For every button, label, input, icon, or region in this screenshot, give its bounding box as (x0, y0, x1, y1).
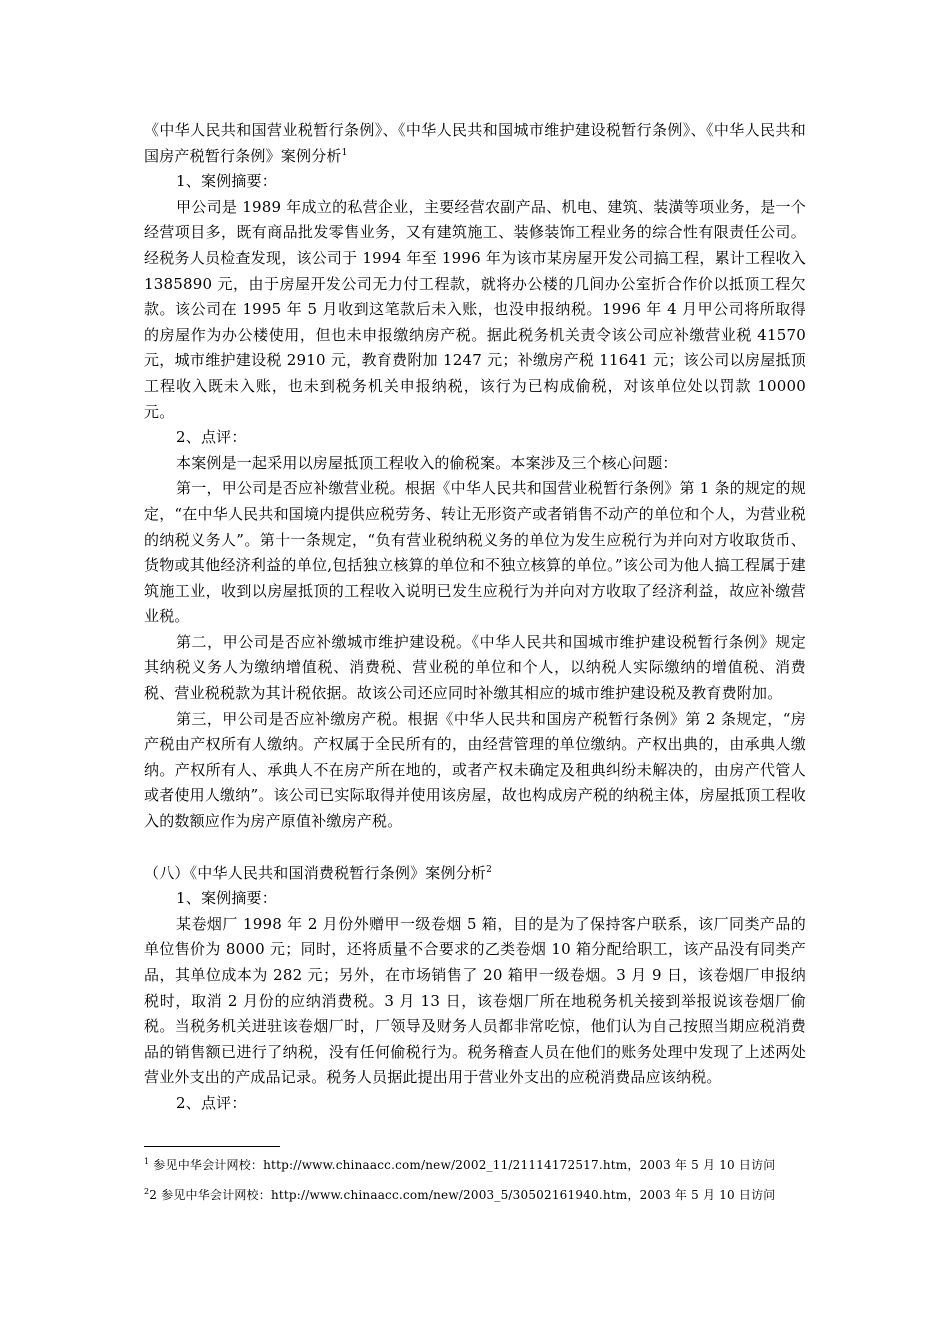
section7-summary: 甲公司是 1989 年成立的私营企业，主要经营农副产品、机电、建筑、装潢等项业务，是一个经营项目多，既有商品批发零售业务，又有建筑施工、装修装饰工程业务的综合性有限责任公司。经税务人员检查发现，该公司于 1994 年至 1996 年为该市某房屋开发公司搞工程，累计工程收入 1385890 元，由于房屋开发公司无力付工程款，就将办公楼的几间办公室折合作价以抵顶工程欠款。该公司在 1995 年 5 月收到这笔款后未入账，也没申报纳税。1996 年 4 月甲公司将所取得的房屋作为办公楼使用，但也未申报缴纳房产税。据此税务机关责令该公司应补缴营业税 41570 元，城市维护建设税 2910 元，教育费附加 1247 元；补缴房产税 11641 元；该公司以房屋抵顶工程收入既未入账，也未到税务机关申报纳税，该行为已构成偷税，对该单位处以罚款 10000 元。 (144, 197, 806, 421)
footnote-1 (144, 1157, 806, 1173)
footnote-separator (144, 1146, 280, 1147)
section7-summary-heading: 1、案例摘要： (176, 172, 277, 191)
footnote-1-text: 参见中华会计网校：http://www.chinaacc.com/new/2002_11/21114172517.htm，2003 年 5 月 10 日访问 (149, 1158, 776, 1172)
section7-point-1: 第一，甲公司是否应补缴营业税。根据《中华人民共和国营业税暂行条例》第 1 条的规定的规定，“在中华人民共和国境内提供应税劳务、转让无形资产或者销售不动产的单位和个人，为营业税的纳税义务人”。第十一条规定，“负有营业税纳税义务的单位为发生应税行为并向对方收取货币、货物或其他经济利益的单位,包括独立核算的单位和不独立核算的单位。”该公司为他人搞工程属于建筑施工业，收到以房屋抵顶的工程收入说明已发生应税行为并向对方收取了经济利益，故应补缴营业税。 (144, 479, 806, 626)
section7-title (144, 118, 806, 169)
footnote-2-text: 2 参见中华会计网校：http://www.chinaacc.com/new/2003_5/30502161940.htm，2003 年 5 月 10 日访问 (149, 1188, 776, 1202)
section8-summary-heading: 1、案例摘要： (176, 889, 277, 908)
section7-point-3: 第三，甲公司是否应补缴房产税。根据《中华人民共和国房产税暂行条例》第 2 条规定，“房产税由产权所有人缴纳。产权属于全民所有的，由经营管理的单位缴纳。产权出典的，由承典人缴纳。产权所有人、承典人不在房产所在地的，或者产权未确定及租典纠纷未解决的，由房产代管人或者使用人缴纳”。该公司已实际取得并使用该房屋，故也构成房产税的纳税主体，房屋抵顶工程收入的数额应作为房产原值补缴房产税。 (144, 709, 806, 831)
section7-comment-heading: 2、点评： (176, 428, 247, 447)
section8-summary: 某卷烟厂 1998 年 2 月份外赠甲一级卷烟 5 箱，目的是为了保持客户联系，该厂同类产品的单位售价为 8000 元；同时，还将质量不合要求的乙类卷烟 10 箱分配给职工，该产品没有同类产品，其单位成本为 282 元；另外，在市场销售了 20 箱甲一级卷烟。3 月 9 日，该卷烟厂申报纳税时，取消 2 月份的应纳消费税。3 月 13 日，该卷烟厂所在地税务机关接到举报说该卷烟厂偷税。当税务机关进驻该卷烟厂时，厂领导及财务人员都非常吃惊，他们认为自己按照当期应税消费品的销售额已进行了纳税，没有任何偷税行为。税务稽查人员在他们的账务处理中发现了上述两处营业外支出的产成品记录。税务人员据此提出用于营业外支出的应税消费品应该纳税。 (144, 914, 806, 1087)
footnote-ref-2[interactable]: 2 (486, 864, 493, 875)
section-gap (144, 835, 806, 861)
section8-title-text: （八）《中华人民共和国消费税暂行条例》案例分析 (144, 863, 487, 882)
section7-title-text: 《中华人民共和国营业税暂行条例》、《中华人民共和国城市维护建设税暂行条例》、《中华人民共和国房产税暂行条例》案例分析 (144, 121, 806, 165)
document-body (144, 118, 806, 1117)
footnotes (144, 1146, 806, 1217)
footnote-2 (144, 1187, 806, 1203)
footnote-2-mark: 2 (144, 1187, 150, 1196)
footnote-1-mark: 1 (144, 1157, 150, 1166)
footnote-ref-1[interactable]: 1 (341, 147, 348, 158)
section7-comment-intro: 本案例是一起采用以房屋抵顶工程收入的偷税案。本案涉及三个核心问题： (176, 453, 678, 472)
section8-title (144, 861, 806, 887)
section7-point-2: 第二，甲公司是否应补缴城市维护建设税。《中华人民共和国城市维护建设税暂行条例》规定其纳税义务人为缴纳增值税、消费税、营业税的单位和个人，以纳税人实际缴纳的增值税、消费税、营业税税款为其计税依据。故该公司还应同时补缴其相应的城市维护建设税及教育费附加。 (144, 632, 806, 703)
section8-comment-heading: 2、点评： (176, 1093, 247, 1112)
